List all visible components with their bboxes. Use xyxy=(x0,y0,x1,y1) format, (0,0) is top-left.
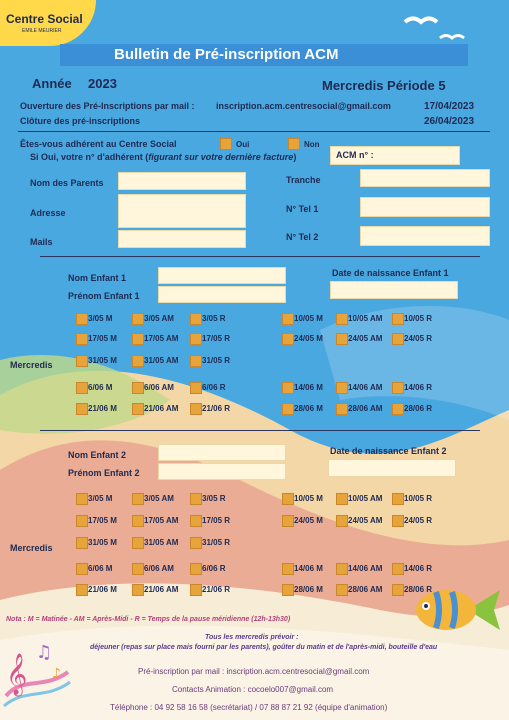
mails-label: Mails xyxy=(30,237,53,247)
numero-adherent-line xyxy=(30,152,296,162)
page-title: Bulletin de Pré-inscription ACM xyxy=(114,46,339,63)
enfant2-slot-left-3-2-checkbox[interactable] xyxy=(190,563,202,575)
mercredis-enfant2-label: Mercredis xyxy=(10,543,53,553)
enfant1-slot-left-3-1-checkbox[interactable] xyxy=(132,382,144,394)
adherent-non-checkbox[interactable] xyxy=(288,138,300,150)
music-notes-illustration xyxy=(2,636,74,712)
acm-number-label: ACM n° : xyxy=(336,150,374,160)
adresse-label: Adresse xyxy=(30,208,66,218)
tel1-label: N° Tel 1 xyxy=(286,204,319,214)
enfant1-slot-right-1-1-checkbox[interactable] xyxy=(336,333,348,345)
enfant1-slot-right-0-2-checkbox[interactable] xyxy=(392,313,404,325)
enfant2-slot-right-3-0-checkbox[interactable] xyxy=(282,584,294,596)
enfant2-slot-left-0-0-checkbox[interactable] xyxy=(76,493,88,505)
prenom-enfant2-field[interactable] xyxy=(158,463,286,480)
enfant2-slot-left-1-1-label: 17/05 AM xyxy=(144,516,179,525)
enfant2-slot-right-3-1-checkbox[interactable] xyxy=(336,584,348,596)
prevoir-text: déjeuner (repas sur place mais fourni par les parents), goûter du matin et de l'après-midi, bouteille d'eau xyxy=(90,644,438,651)
enfant2-slot-left-3-1-checkbox[interactable] xyxy=(132,563,144,575)
enfant2-slot-right-1-0-label: 24/05 M xyxy=(294,516,323,525)
enfant1-slot-left-1-2-label: 17/05 R xyxy=(202,334,231,343)
enfant1-slot-left-3-1-label: 6/06 AM xyxy=(144,383,174,392)
enfant1-slot-right-1-1-label: 24/05 AM xyxy=(348,334,383,343)
enfant1-slot-left-1-1-checkbox[interactable] xyxy=(132,333,144,345)
enfant1-slot-left-2-0-label: 31/05 M xyxy=(88,356,117,365)
enfant2-slot-left-3-0-checkbox[interactable] xyxy=(76,563,88,575)
enfant2-slot-left-0-0-label: 3/05 M xyxy=(88,494,113,503)
enfant1-slot-right-3-0-label: 28/06 M xyxy=(294,404,323,413)
enfant2-slot-left-4-2-checkbox[interactable] xyxy=(190,584,202,596)
logo-subtitle: EMILE MEURIER xyxy=(22,28,62,34)
enfant1-slot-left-0-2-checkbox[interactable] xyxy=(190,313,202,325)
mails-field[interactable] xyxy=(118,230,246,248)
enfant2-slot-left-2-1-checkbox[interactable] xyxy=(132,537,144,549)
annee-label: Année xyxy=(32,76,72,91)
enfant2-slot-right-1-2-label: 24/05 R xyxy=(404,516,433,525)
enfant2-slot-right-2-2-checkbox[interactable] xyxy=(392,563,404,575)
enfant2-slot-right-1-1-checkbox[interactable] xyxy=(336,515,348,527)
enfant2-slot-right-0-1-checkbox[interactable] xyxy=(336,493,348,505)
enfant2-slot-right-3-2-checkbox[interactable] xyxy=(392,584,404,596)
enfant1-slot-left-0-0-checkbox[interactable] xyxy=(76,313,88,325)
enfant2-slot-right-2-0-label: 14/06 M xyxy=(294,564,323,573)
enfant1-slot-left-1-2-checkbox[interactable] xyxy=(190,333,202,345)
fish-illustration xyxy=(408,580,503,640)
adherent-non-label: Non xyxy=(304,140,320,149)
enfant1-slot-left-4-1-checkbox[interactable] xyxy=(132,403,144,415)
nom-parents-field[interactable] xyxy=(118,172,246,190)
periode-title: Mercredis Période 5 xyxy=(322,78,446,93)
enfant2-slot-right-2-0-checkbox[interactable] xyxy=(282,563,294,575)
enfant2-slot-right-1-0-checkbox[interactable] xyxy=(282,515,294,527)
enfant1-slot-right-3-1-label: 28/06 AM xyxy=(348,404,383,413)
cloture-date: 26/04/2023 xyxy=(424,116,475,127)
prevoir-title: Tous les mercredis prévoir : xyxy=(205,634,299,641)
prenom-enfant1-field[interactable] xyxy=(158,286,286,303)
enfant1-slot-left-2-0-checkbox[interactable] xyxy=(76,355,88,367)
enfant2-slot-right-2-1-checkbox[interactable] xyxy=(336,563,348,575)
enfant1-slot-right-1-2-checkbox[interactable] xyxy=(392,333,404,345)
telephone-contact: Téléphone : 04 92 58 16 58 (secrétariat) / 07 88 87 21 92 (équipe d'animation) xyxy=(110,703,388,712)
enfant2-slot-right-0-0-label: 10/05 M xyxy=(294,494,323,503)
nota-line: Nota : M = Matinée - AM = Après-Midi - R = Temps de la pause méridienne (12h-13h30) xyxy=(6,616,291,623)
svg-text:♪: ♪ xyxy=(52,666,61,682)
nom-parents-label: Nom des Parents xyxy=(30,178,104,188)
enfant1-slot-right-0-2-label: 10/05 R xyxy=(404,314,433,323)
enfant1-slot-left-4-1-label: 21/06 AM xyxy=(144,404,179,413)
enfant2-slot-left-3-1-label: 6/06 AM xyxy=(144,564,174,573)
divider xyxy=(40,256,480,257)
enfant1-slot-left-4-2-label: 21/06 R xyxy=(202,404,231,413)
adherent-oui-label: Oui xyxy=(236,140,250,149)
cloture-label: Clôture des pré-inscriptions xyxy=(20,116,141,126)
tranche-field[interactable] xyxy=(360,169,490,187)
annee-value: 2023 xyxy=(88,76,117,91)
enfant2-slot-left-0-2-label: 3/05 R xyxy=(202,494,226,503)
enfant1-slot-right-0-1-label: 10/05 AM xyxy=(348,314,383,323)
enfant2-slot-left-2-0-checkbox[interactable] xyxy=(76,537,88,549)
enfant2-slot-right-1-1-label: 24/05 AM xyxy=(348,516,383,525)
enfant2-slot-right-3-1-label: 28/06 AM xyxy=(348,585,383,594)
enfant1-slot-left-4-0-label: 21/06 M xyxy=(88,404,117,413)
enfant1-slot-right-3-2-label: 28/06 R xyxy=(404,404,433,413)
enfant1-slot-right-2-0-checkbox[interactable] xyxy=(282,382,294,394)
enfant2-slot-left-4-0-checkbox[interactable] xyxy=(76,584,88,596)
naissance-enfant1-field[interactable] xyxy=(330,281,458,299)
tel1-field[interactable] xyxy=(360,197,490,217)
enfant2-slot-left-3-0-label: 6/06 M xyxy=(88,564,113,573)
enfant1-slot-left-2-2-label: 31/05 R xyxy=(202,356,231,365)
enfant1-slot-left-2-1-checkbox[interactable] xyxy=(132,355,144,367)
enfant1-slot-left-3-0-label: 6/06 M xyxy=(88,383,113,392)
enfant1-slot-left-0-0-label: 3/05 M xyxy=(88,314,113,323)
numero-suffix: ) xyxy=(293,152,297,162)
adresse-field[interactable] xyxy=(118,194,246,228)
enfant1-slot-right-3-0-checkbox[interactable] xyxy=(282,403,294,415)
enfant2-slot-right-0-1-label: 10/05 AM xyxy=(348,494,383,503)
enfant1-slot-left-0-2-label: 3/05 R xyxy=(202,314,226,323)
enfant2-slot-left-2-2-checkbox[interactable] xyxy=(190,537,202,549)
mercredis-enfant1-label: Mercredis xyxy=(10,360,53,370)
tranche-label: Tranche xyxy=(286,175,321,185)
adherent-oui-checkbox[interactable] xyxy=(220,138,232,150)
enfant1-slot-left-0-1-checkbox[interactable] xyxy=(132,313,144,325)
numero-italic: figurant sur votre dernière facture xyxy=(148,152,294,162)
enfant2-slot-left-2-2-label: 31/05 R xyxy=(202,538,231,547)
nom-enfant2-label: Nom Enfant 2 xyxy=(68,450,127,460)
enfant2-slot-left-4-1-label: 21/06 AM xyxy=(144,585,179,594)
logo-title: Centre Social xyxy=(6,12,83,26)
enfant2-slot-right-0-0-checkbox[interactable] xyxy=(282,493,294,505)
enfant2-slot-left-1-1-checkbox[interactable] xyxy=(132,515,144,527)
enfant2-slot-left-4-0-label: 21/06 M xyxy=(88,585,117,594)
numero-prefix: Si Oui, votre n° d'adhérent ( xyxy=(30,152,149,162)
enfant2-slot-left-4-2-label: 21/06 R xyxy=(202,585,231,594)
enfant1-slot-right-2-0-label: 14/06 M xyxy=(294,383,323,392)
svg-text:♫: ♫ xyxy=(36,642,53,663)
nom-enfant1-field[interactable] xyxy=(158,267,286,284)
nom-enfant2-field[interactable] xyxy=(158,444,286,461)
naissance-enfant1-label: Date de naissance Enfant 1 xyxy=(332,268,449,278)
enfant1-slot-left-2-1-label: 31/05 AM xyxy=(144,356,179,365)
enfant2-slot-left-0-1-label: 3/05 AM xyxy=(144,494,174,503)
enfant1-slot-left-2-2-checkbox[interactable] xyxy=(190,355,202,367)
enfant2-slot-left-4-1-checkbox[interactable] xyxy=(132,584,144,596)
enfant2-slot-left-2-1-label: 31/05 AM xyxy=(144,538,179,547)
enfant1-slot-right-1-0-checkbox[interactable] xyxy=(282,333,294,345)
enfant2-slot-left-1-2-checkbox[interactable] xyxy=(190,515,202,527)
tel2-label: N° Tel 2 xyxy=(286,232,319,242)
enfant1-slot-right-2-2-label: 14/06 R xyxy=(404,383,433,392)
tel2-field[interactable] xyxy=(360,226,490,246)
enfant1-slot-left-1-0-checkbox[interactable] xyxy=(76,333,88,345)
enfant2-slot-right-2-1-label: 14/06 AM xyxy=(348,564,383,573)
enfant2-slot-right-0-2-checkbox[interactable] xyxy=(392,493,404,505)
enfant1-slot-left-3-2-checkbox[interactable] xyxy=(190,382,202,394)
enfant1-slot-right-0-0-checkbox[interactable] xyxy=(282,313,294,325)
enfant2-slot-left-1-0-checkbox[interactable] xyxy=(76,515,88,527)
enfant1-slot-left-3-0-checkbox[interactable] xyxy=(76,382,88,394)
enfant1-slot-right-0-1-checkbox[interactable] xyxy=(336,313,348,325)
enfant2-slot-right-1-2-checkbox[interactable] xyxy=(392,515,404,527)
contacts-animation: Contacts Animation : cocoelo007@gmail.com xyxy=(172,685,334,694)
naissance-enfant2-label: Date de naissance Enfant 2 xyxy=(330,446,447,456)
enfant1-slot-left-3-2-label: 6/06 R xyxy=(202,383,226,392)
adherent-question: Êtes-vous adhérent au Centre Social xyxy=(20,139,177,149)
enfant1-slot-right-0-0-label: 10/05 M xyxy=(294,314,323,323)
prenom-enfant1-label: Prénom Enfant 1 xyxy=(68,291,140,301)
enfant1-slot-right-2-1-checkbox[interactable] xyxy=(336,382,348,394)
enfant2-slot-left-1-0-label: 17/05 M xyxy=(88,516,117,525)
enfant1-slot-left-4-2-checkbox[interactable] xyxy=(190,403,202,415)
enfant1-slot-right-3-1-checkbox[interactable] xyxy=(336,403,348,415)
enfant2-slot-right-3-2-label: 28/06 R xyxy=(404,585,433,594)
enfant2-slot-left-0-2-checkbox[interactable] xyxy=(190,493,202,505)
enfant1-slot-right-1-0-label: 24/05 M xyxy=(294,334,323,343)
enfant2-slot-right-3-0-label: 28/06 M xyxy=(294,585,323,594)
prenom-enfant2-label: Prénom Enfant 2 xyxy=(68,468,140,478)
enfant1-slot-right-1-2-label: 24/05 R xyxy=(404,334,433,343)
enfant2-slot-right-2-2-label: 14/06 R xyxy=(404,564,433,573)
nom-enfant1-label: Nom Enfant 1 xyxy=(68,273,127,283)
enfant1-slot-left-1-0-label: 17/05 M xyxy=(88,334,117,343)
enfant2-slot-left-0-1-checkbox[interactable] xyxy=(132,493,144,505)
enfant1-slot-right-2-1-label: 14/06 AM xyxy=(348,383,383,392)
enfant1-slot-right-3-2-checkbox[interactable] xyxy=(392,403,404,415)
preinscription-contact: Pré-inscription par mail : inscription.acm.centresocial@gmail.com xyxy=(138,667,370,676)
ouverture-label: Ouverture des Pré-Inscriptions par mail : xyxy=(20,101,195,111)
naissance-enfant2-field[interactable] xyxy=(328,459,456,477)
enfant2-slot-right-0-2-label: 10/05 R xyxy=(404,494,433,503)
enfant2-slot-left-1-2-label: 17/05 R xyxy=(202,516,231,525)
enfant2-slot-left-3-2-label: 6/06 R xyxy=(202,564,226,573)
enfant1-slot-left-0-1-label: 3/05 AM xyxy=(144,314,174,323)
ouverture-email: inscription.acm.centresocial@gmail.com xyxy=(216,101,391,111)
ouverture-date: 17/04/2023 xyxy=(424,101,475,112)
enfant1-slot-right-2-2-checkbox[interactable] xyxy=(392,382,404,394)
svg-text:𝄞: 𝄞 xyxy=(6,654,28,695)
enfant2-slot-left-2-0-label: 31/05 M xyxy=(88,538,117,547)
enfant1-slot-left-1-1-label: 17/05 AM xyxy=(144,334,179,343)
divider xyxy=(18,131,490,132)
divider xyxy=(40,430,480,431)
enfant1-slot-left-4-0-checkbox[interactable] xyxy=(76,403,88,415)
